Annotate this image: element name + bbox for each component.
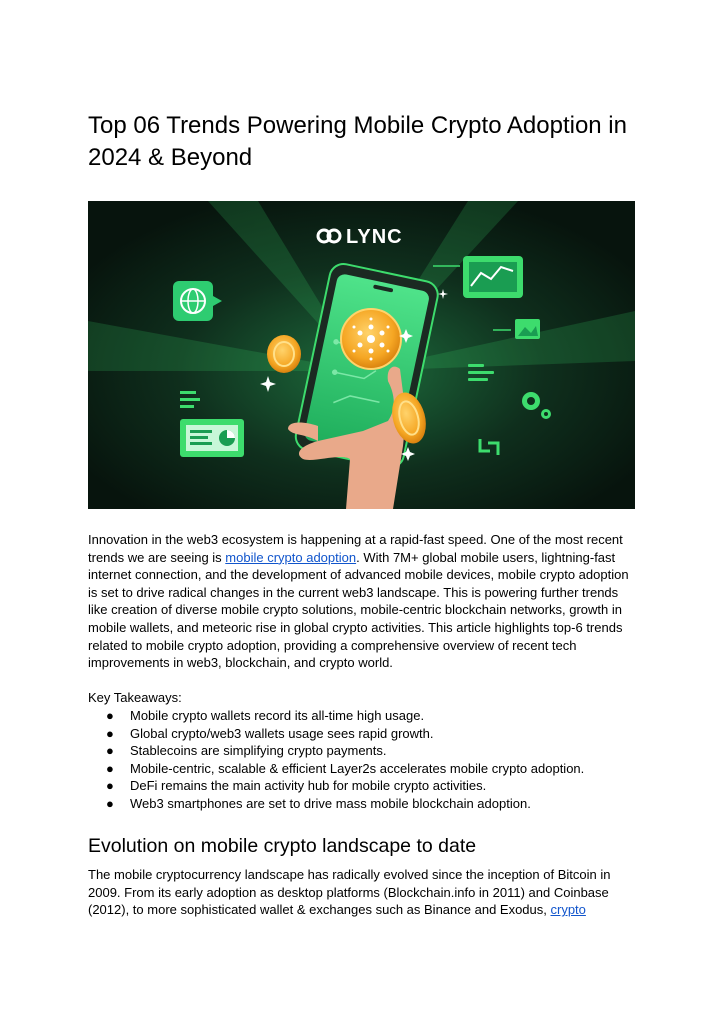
list-item xyxy=(88,777,636,795)
bullet-icon: ● xyxy=(106,708,114,723)
list-item xyxy=(88,707,636,725)
section-paragraph xyxy=(88,866,636,919)
list-item xyxy=(88,795,636,813)
cardano-coin-large xyxy=(341,309,401,369)
takeaway-text: Global crypto/web3 wallets usage sees rapid growth. xyxy=(130,725,434,741)
page-title: Top 06 Trends Powering Mobile Crypto Adoption in 2024 & Beyond xyxy=(88,112,627,171)
section-heading: Evolution on mobile crypto landscape to date xyxy=(88,835,477,857)
intro-text-before: Innovation in the web3 ecosystem is happening at a rapid-fast speed. One of the most recent trends we are seeing is xyxy=(88,532,623,565)
bullet-icon: ● xyxy=(106,743,114,759)
section-text: The mobile cryptocurrency landscape has radically evolved since the inception of Bitcoin in 2009. From its early adoption as desktop platforms (Blockchain.info in 2011) and Coinbase (2012), to more sophisticated wallet & exchanges such as Binance and Exodus, xyxy=(88,867,611,918)
list-item xyxy=(88,725,636,743)
intro-paragraph xyxy=(88,531,636,672)
list-item xyxy=(88,760,636,778)
key-takeaways-label: Key Takeaways: xyxy=(88,690,182,705)
logo-text: LYNC xyxy=(346,226,403,248)
dashboard-card-icon xyxy=(180,419,244,457)
takeaway-text: Mobile crypto wallets record its all-time high usage. xyxy=(130,708,425,723)
bullet-icon: ● xyxy=(106,795,114,811)
takeaway-text: Mobile-centric, scalable & efficient Layer2s accelerates mobile crypto adoption. xyxy=(130,760,585,776)
bullet-icon: ● xyxy=(106,760,114,776)
takeaway-text: Web3 smartphones are set to drive mass mobile blockchain adoption. xyxy=(130,795,531,811)
hero-image xyxy=(88,201,635,509)
mobile-crypto-adoption-link[interactable]: mobile crypto adoption xyxy=(225,549,357,565)
bullet-icon: ● xyxy=(106,778,114,794)
crypto-link[interactable]: crypto xyxy=(550,902,586,918)
coin-small-left xyxy=(267,335,301,373)
takeaway-text: Stablecoins are simplifying crypto payments. xyxy=(130,743,387,759)
list-item xyxy=(88,742,636,760)
intro-text-after: . With 7M+ global mobile users, lightning-fast internet connection, and the development of advanced mobile devices, mobile crypto adoption is set to drive radical changes in the current web3 landscape. This is powering further trends like creation of diverse mobile crypto solutions, mobile-centric blockchain networks, growth in mobile wallets, and meteoric rise in global crypto activities. This article highlights top-6 trends related to mobile crypto adoption, providing a comprehensive overview of recent tech improvements in web3, blockchain, and crypto world. xyxy=(88,549,629,671)
bullet-icon: ● xyxy=(106,725,114,741)
takeaway-text: DeFi remains the main activity hub for mobile crypto activities. xyxy=(130,778,487,794)
key-takeaways-list xyxy=(88,707,636,813)
